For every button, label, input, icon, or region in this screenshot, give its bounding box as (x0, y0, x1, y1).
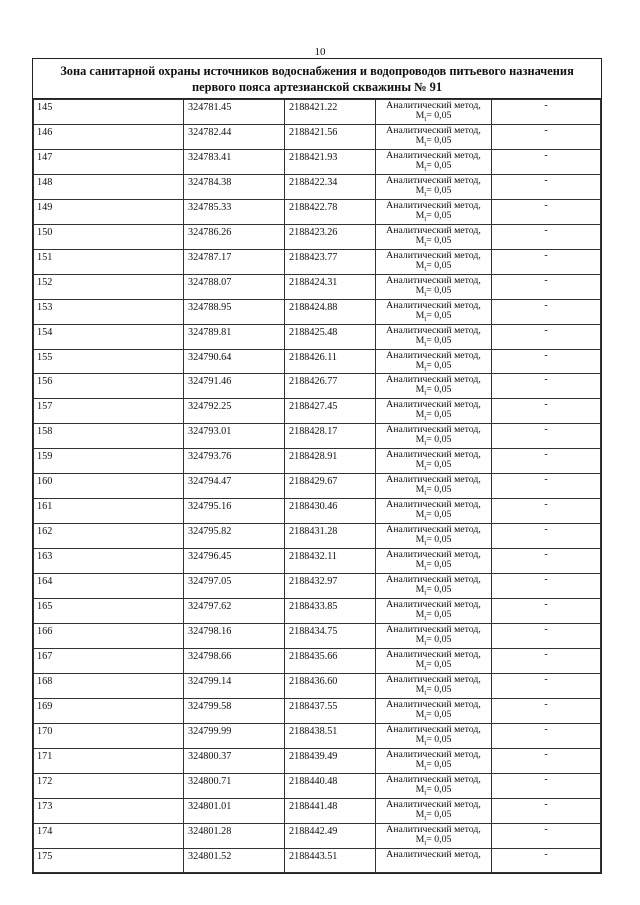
method-cell (376, 574, 492, 599)
coordinate-y: 2188421.22 (285, 100, 376, 125)
point-number: 168 (34, 673, 184, 698)
point-number: 160 (34, 474, 184, 499)
coordinate-y: 2188426.77 (285, 374, 376, 399)
point-number: 161 (34, 499, 184, 524)
coordinate-y: 2188423.26 (285, 224, 376, 249)
table-row (34, 374, 601, 399)
method-label: Аналитический метод, (386, 499, 481, 511)
description-cell: - (492, 100, 601, 125)
method-cell (376, 299, 492, 324)
method-accuracy: $M_t= 0,05$ (415, 384, 452, 398)
method-accuracy: $M_t= 0,05$ (415, 159, 452, 173)
method-accuracy: $M_t= 0,05$ (415, 334, 452, 348)
method-cell (376, 624, 492, 649)
point-number: 175 (34, 848, 184, 873)
description-cell: - (492, 723, 601, 748)
table-row (34, 399, 601, 424)
table-row (34, 224, 601, 249)
method-cell (376, 823, 492, 848)
method-label: Аналитический метод, (386, 374, 481, 386)
method-cell (376, 773, 492, 798)
coordinate-x: 324801.01 (184, 798, 285, 823)
description-cell: - (492, 149, 601, 174)
method-accuracy: $M_t= 0,05$ (415, 609, 452, 623)
coordinate-y: 2188422.34 (285, 174, 376, 199)
table-row (34, 249, 601, 274)
table-row (34, 449, 601, 474)
description-cell: - (492, 349, 601, 374)
method-label: Аналитический метод, (386, 100, 481, 111)
table-body (34, 100, 601, 873)
point-number: 174 (34, 823, 184, 848)
point-number: 172 (34, 773, 184, 798)
method-cell (376, 449, 492, 474)
description-cell: - (492, 698, 601, 723)
method-accuracy: $M_t= 0,05$ (415, 409, 452, 423)
method-label: Аналитический метод, (386, 773, 481, 785)
coordinate-x: 324800.71 (184, 773, 285, 798)
method-cell (376, 848, 492, 873)
method-label: Аналитический метод, (386, 524, 481, 536)
page-number: 10 (314, 46, 326, 58)
method-accuracy: $M_t= 0,05$ (415, 309, 452, 323)
method-label: Аналитический метод, (386, 474, 481, 486)
method-cell (376, 723, 492, 748)
description-cell: - (492, 798, 601, 823)
coordinate-x: 324784.38 (184, 174, 285, 199)
coordinate-x: 324791.46 (184, 374, 285, 399)
coordinate-y: 2188440.48 (285, 773, 376, 798)
method-accuracy: $M_t= 0,05$ (415, 259, 452, 273)
method-cell (376, 249, 492, 274)
description-cell: - (492, 773, 601, 798)
point-number: 149 (34, 199, 184, 224)
coordinate-y: 2188421.56 (285, 124, 376, 149)
method-label: Аналитический метод, (386, 249, 481, 261)
method-cell (376, 174, 492, 199)
method-label: Аналитический метод, (386, 224, 481, 236)
point-number: 147 (34, 149, 184, 174)
table-row (34, 349, 601, 374)
method-accuracy: $M_t= 0,05$ (415, 658, 452, 672)
method-label: Аналитический метод, (386, 124, 481, 136)
method-label: Аналитический метод, (386, 299, 481, 311)
method-accuracy: $M_t= 0,05$ (415, 584, 452, 598)
description-cell: - (492, 224, 601, 249)
method-label: Аналитический метод, (386, 848, 481, 860)
description-cell: - (492, 848, 601, 873)
method-label: Аналитический метод, (386, 424, 481, 436)
method-label: Аналитический метод, (386, 174, 481, 186)
coordinate-x: 324801.28 (184, 823, 285, 848)
method-cell (376, 274, 492, 299)
coordinate-y: 2188436.60 (285, 673, 376, 698)
table-row (34, 174, 601, 199)
point-number: 171 (34, 748, 184, 773)
description-cell: - (492, 499, 601, 524)
method-cell (376, 698, 492, 723)
method-accuracy: $M_t= 0,05$ (415, 359, 452, 373)
coordinate-x: 324798.66 (184, 648, 285, 673)
coordinate-y: 2188424.88 (285, 299, 376, 324)
point-number: 152 (34, 274, 184, 299)
table-row (34, 100, 601, 125)
table-row (34, 848, 601, 873)
method-accuracy: $M_t= 0,05$ (415, 708, 452, 722)
method-cell (376, 474, 492, 499)
coordinate-x: 324786.26 (184, 224, 285, 249)
table-row (34, 299, 601, 324)
method-cell (376, 199, 492, 224)
method-cell (376, 100, 492, 125)
description-cell: - (492, 174, 601, 199)
description-cell: - (492, 574, 601, 599)
coordinate-y: 2188424.31 (285, 274, 376, 299)
coordinate-y: 2188430.46 (285, 499, 376, 524)
method-label: Аналитический метод, (386, 449, 481, 461)
method-label: Аналитический метод, (386, 698, 481, 710)
coordinate-x: 324795.16 (184, 499, 285, 524)
table-row (34, 648, 601, 673)
coordinate-y: 2188428.17 (285, 424, 376, 449)
point-number: 167 (34, 648, 184, 673)
method-cell (376, 374, 492, 399)
description-cell: - (492, 748, 601, 773)
coordinate-y: 2188422.78 (285, 199, 376, 224)
coordinates-table (33, 99, 601, 873)
description-cell: - (492, 249, 601, 274)
description-cell: - (492, 374, 601, 399)
coordinate-y: 2188431.28 (285, 524, 376, 549)
method-accuracy: $M_t= 0,05$ (415, 209, 452, 223)
table-row (34, 673, 601, 698)
coordinate-x: 324787.17 (184, 249, 285, 274)
point-number: 164 (34, 574, 184, 599)
table-row (34, 424, 601, 449)
coordinate-y: 2188432.97 (285, 574, 376, 599)
table-row (34, 524, 601, 549)
method-label: Аналитический метод, (386, 673, 481, 685)
method-label: Аналитический метод, (386, 723, 481, 735)
description-cell: - (492, 549, 601, 574)
table-row (34, 599, 601, 624)
point-number: 158 (34, 424, 184, 449)
method-label: Аналитический метод, (386, 399, 481, 411)
coordinate-x: 324792.25 (184, 399, 285, 424)
method-label: Аналитический метод, (386, 798, 481, 810)
coordinate-y: 2188435.66 (285, 648, 376, 673)
method-accuracy: $M_t= 0,05$ (415, 110, 452, 123)
point-number: 155 (34, 349, 184, 374)
coordinate-x: 324788.07 (184, 274, 285, 299)
table-row (34, 823, 601, 848)
table-row (34, 624, 601, 649)
method-cell (376, 149, 492, 174)
method-label: Аналитический метод, (386, 624, 481, 636)
coordinate-y: 2188426.11 (285, 349, 376, 374)
method-accuracy: $M_t= 0,05$ (415, 683, 452, 697)
coordinate-y: 2188432.11 (285, 549, 376, 574)
coordinate-x: 324797.05 (184, 574, 285, 599)
method-accuracy: $M_t= 0,05$ (415, 184, 452, 198)
point-number: 173 (34, 798, 184, 823)
point-number: 146 (34, 124, 184, 149)
coordinate-y: 2188421.93 (285, 149, 376, 174)
coordinates-table-container (32, 58, 602, 874)
point-number: 156 (34, 374, 184, 399)
description-cell: - (492, 199, 601, 224)
description-cell: - (492, 673, 601, 698)
method-accuracy: $M_t= 0,05$ (415, 758, 452, 772)
coordinate-x: 324793.76 (184, 449, 285, 474)
point-number: 166 (34, 624, 184, 649)
table-row (34, 124, 601, 149)
method-accuracy: $M_t= 0,05$ (415, 808, 452, 822)
method-accuracy: $M_t= 0,05$ (415, 284, 452, 298)
method-accuracy: $M_t= 0,05$ (415, 534, 452, 548)
coordinate-x: 324799.99 (184, 723, 285, 748)
coordinate-y: 2188437.55 (285, 698, 376, 723)
coordinate-y: 2188423.77 (285, 249, 376, 274)
coordinate-x: 324783.41 (184, 149, 285, 174)
method-accuracy: $M_t= 0,05$ (415, 733, 452, 747)
method-label: Аналитический метод, (386, 599, 481, 611)
coordinate-x: 324785.33 (184, 199, 285, 224)
coordinate-x: 324801.52 (184, 848, 285, 873)
description-cell: - (492, 648, 601, 673)
coordinate-x: 324790.64 (184, 349, 285, 374)
table-row (34, 324, 601, 349)
description-cell: - (492, 474, 601, 499)
method-accuracy: $M_t= 0,05$ (415, 634, 452, 647)
coordinate-y: 2188442.49 (285, 823, 376, 848)
description-cell: - (492, 424, 601, 449)
coordinate-x: 324788.95 (184, 299, 285, 324)
coordinate-x: 324797.62 (184, 599, 285, 624)
coordinate-x: 324799.58 (184, 698, 285, 723)
method-cell (376, 748, 492, 773)
coordinate-x: 324789.81 (184, 324, 285, 349)
coordinate-y: 2188429.67 (285, 474, 376, 499)
method-cell (376, 524, 492, 549)
coordinate-y: 2188428.91 (285, 449, 376, 474)
table-row (34, 199, 601, 224)
point-number: 153 (34, 299, 184, 324)
coordinate-x: 324798.16 (184, 624, 285, 649)
coordinate-y: 2188441.48 (285, 798, 376, 823)
point-number: 165 (34, 599, 184, 624)
description-cell: - (492, 299, 601, 324)
table-title (33, 59, 601, 99)
method-cell (376, 224, 492, 249)
point-number: 162 (34, 524, 184, 549)
method-cell (376, 673, 492, 698)
coordinate-y: 2188433.85 (285, 599, 376, 624)
point-number: 154 (34, 324, 184, 349)
coordinate-x: 324781.45 (184, 100, 285, 125)
method-label: Аналитический метод, (386, 324, 481, 336)
coordinate-y: 2188439.49 (285, 748, 376, 773)
point-number: 148 (34, 174, 184, 199)
title-line-1: Зона санитарной охраны источников водоснабжения и водопроводов питьевого назначения (60, 64, 574, 78)
method-accuracy: $M_t= 0,05$ (415, 833, 452, 847)
table-row (34, 723, 601, 748)
description-cell: - (492, 274, 601, 299)
point-number: 169 (34, 698, 184, 723)
method-cell (376, 124, 492, 149)
method-accuracy: $M_t= 0,05$ (415, 509, 452, 523)
table-row (34, 574, 601, 599)
coordinate-x: 324793.01 (184, 424, 285, 449)
method-accuracy: $M_t= 0,05$ (415, 434, 452, 448)
table-row (34, 149, 601, 174)
method-cell (376, 599, 492, 624)
method-cell (376, 324, 492, 349)
method-accuracy: $M_t= 0,05$ (415, 234, 452, 248)
table-row (34, 274, 601, 299)
table-row (34, 698, 601, 723)
table-row (34, 748, 601, 773)
coordinate-y: 2188438.51 (285, 723, 376, 748)
point-number: 157 (34, 399, 184, 424)
method-label: Аналитический метод, (386, 349, 481, 361)
point-number: 145 (34, 100, 184, 125)
method-cell (376, 549, 492, 574)
point-number: 150 (34, 224, 184, 249)
description-cell: - (492, 624, 601, 649)
description-cell: - (492, 124, 601, 149)
method-accuracy: $M_t= 0,05$ (415, 783, 452, 797)
description-cell: - (492, 599, 601, 624)
description-cell: - (492, 823, 601, 848)
coordinate-x: 324794.47 (184, 474, 285, 499)
table-row (34, 798, 601, 823)
point-number: 151 (34, 249, 184, 274)
coordinate-x: 324799.14 (184, 673, 285, 698)
method-label: Аналитический метод, (386, 574, 481, 586)
description-cell: - (492, 324, 601, 349)
coordinate-y: 2188427.45 (285, 399, 376, 424)
method-label: Аналитический метод, (386, 199, 481, 211)
point-number: 170 (34, 723, 184, 748)
coordinate-x: 324800.37 (184, 748, 285, 773)
method-cell (376, 648, 492, 673)
coordinate-y: 2188434.75 (285, 624, 376, 649)
table-row (34, 499, 601, 524)
method-label: Аналитический метод, (386, 748, 481, 760)
table-row (34, 549, 601, 574)
table-row (34, 773, 601, 798)
method-accuracy: $M_t= 0,05$ (415, 134, 452, 148)
coordinate-x: 324796.45 (184, 549, 285, 574)
method-accuracy: $M_t= 0,05$ (415, 484, 452, 498)
method-cell (376, 499, 492, 524)
point-number: 163 (34, 549, 184, 574)
title-line-2: первого пояса артезианской скважины № 91 (191, 80, 443, 94)
method-cell (376, 798, 492, 823)
method-label: Аналитический метод, (386, 823, 481, 835)
method-cell (376, 399, 492, 424)
method-cell (376, 349, 492, 374)
method-label: Аналитический метод, (386, 149, 481, 161)
coordinate-x: 324795.82 (184, 524, 285, 549)
method-label: Аналитический метод, (386, 549, 481, 561)
description-cell: - (492, 524, 601, 549)
coordinate-y: 2188425.48 (285, 324, 376, 349)
table-row (34, 474, 601, 499)
method-label: Аналитический метод, (386, 274, 481, 286)
method-accuracy: $M_t= 0,05$ (415, 559, 452, 573)
method-label: Аналитический метод, (386, 648, 481, 660)
method-cell (376, 424, 492, 449)
coordinate-x: 324782.44 (184, 124, 285, 149)
coordinate-y: 2188443.51 (285, 848, 376, 873)
point-number: 159 (34, 449, 184, 474)
description-cell: - (492, 449, 601, 474)
method-accuracy: $M_t= 0,05$ (415, 459, 452, 473)
description-cell: - (492, 399, 601, 424)
